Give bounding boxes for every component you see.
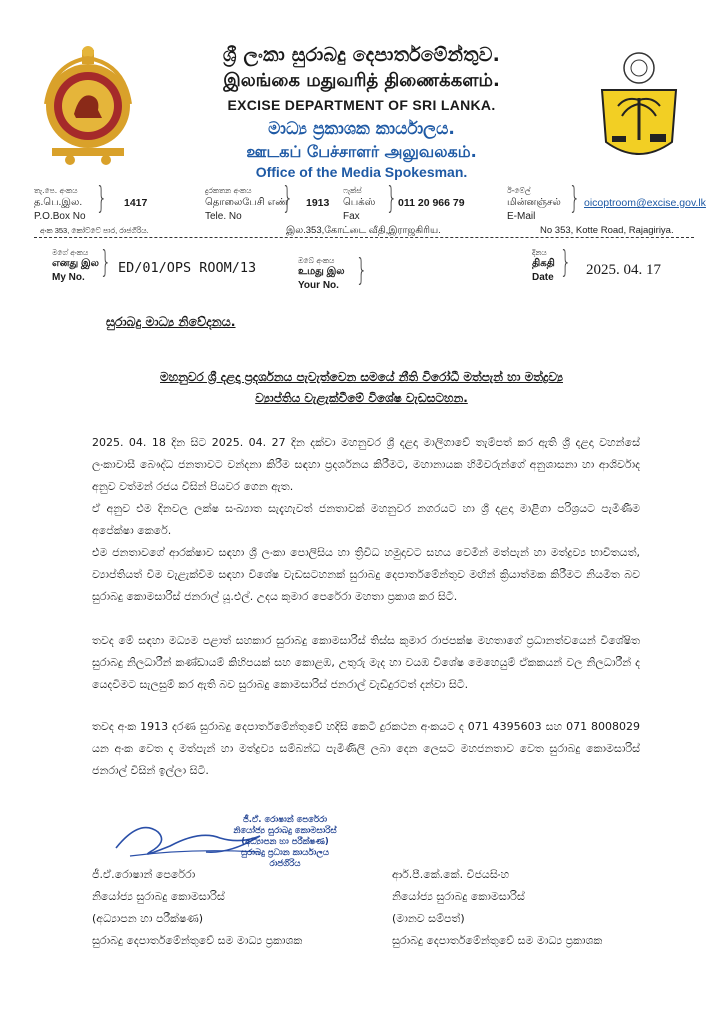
- department-name-sinhala: ශ්‍රී ලංකා සුරාබදු දෙපාර්තමේන්තුව.: [222, 44, 501, 66]
- my-no-value: ED/01/OPS ROOM/13: [118, 260, 257, 276]
- brace: }: [385, 181, 398, 216]
- release-title-line1: මහනුවර ශ්‍රී දළදා ප්‍රදර්ශනය පැවැත්වෙන සමයේ නීති විරෝධී මත්පැන් හා මත්ද්‍රව්‍ය: [160, 370, 563, 384]
- tel-value: 1913: [306, 197, 330, 209]
- brace: }: [559, 245, 572, 280]
- signatory-division: (මානව සම්පත්): [392, 912, 465, 925]
- stamp-line: සුරාබදු ප්‍රධාන කාර්යාලය: [241, 848, 329, 858]
- department-name-tamil: இலங்கை மதுவரித் திணைக்களம்.: [223, 70, 500, 91]
- paragraph-4: තවද මේ සඳහා මධ්‍යම පළාත් සහකාර සුරාබදු කොමසාරිස් තිස්ස කුමාර රාජපක්ෂ මහතාගේ ප්‍රධානත්වයෙන් විශේෂිත සුරාබදු නිලධාරීන් කණ්ඩායම් කිහිපයක් සහ කොළඹ, උතුරු මැද හා වයඹ විශේෂ මෙහෙයුම් ඒකකයන් වල නිලධාරීන් ද යෙදවීමට සැලසුම් කර ඇති බව සුරාබදු කොමසාරිස් ජනරාල් වැඩිදුරටත් දන්වා සිටී.: [92, 634, 640, 691]
- paragraph-3: එම ජනතාවගේ ආරක්ෂාව සඳහා ශ්‍රී ලංකා පොලිසිය හා ත්‍රිවිධ හමුදාවට සහය වෙමින් මත්පැන් හා මත්ද්‍රව්‍ය භාවිතයත්, ව්‍යාප්තියත් වීම වැළැක්වීම සඳහා විශේෂ වැඩසටහනක් සුරාබදු දෙපාර්තමේන්තුව මඟින් ක්‍රියාත්මක කිරීමට නියමිත බව සුරාබදු කොමසාරිස් ජනරාල් යූ.එල්. උදය කුමාර පෙරේරා මහතා ප්‍රකාශ කර සිටී.: [92, 546, 640, 603]
- address-english: No 353, Kotte Road, Rajagiriya.: [540, 225, 674, 236]
- stamp-line: රාජගිරිය: [269, 859, 301, 869]
- email-label-si: ඊ-මේල්: [507, 186, 531, 195]
- signatory-role: සුරාබදු දෙපාර්තමේන්තුවේ සම මාධ්‍ය ප්‍රකාශක: [392, 934, 603, 947]
- office-name-english: Office of the Media Spokesman.: [255, 164, 468, 180]
- tel-label-en: Tele. No: [205, 211, 242, 222]
- office-name-tamil: ஊடகப் பேச்சாளர் அலுவலகம்.: [246, 142, 477, 161]
- tel-label-ta: தொலைபேசி எண்: [205, 197, 288, 208]
- fax-label-ta: பெக்ஸ்: [343, 197, 376, 208]
- signatory-block-2: [392, 864, 602, 952]
- department-name-english: EXCISE DEPARTMENT OF SRI LANKA.: [227, 97, 496, 113]
- stamp-line: නියෝජ්‍ය සුරාබදු කොමසාරිස්: [233, 826, 337, 836]
- brace: }: [355, 253, 368, 288]
- paragraph-1: 2025. 04. 18 දින සිට 2025. 04. 27 දින දක්වා මහනුවර ශ්‍රී දළදා මාලිගාවේ තැම්පත් කර ඇති ශ්‍රී දළදා වහන්සේ ලංකාවාසී බෞද්ධ ජනතාවට වන්දනා කිරීම සඳහා ප්‍රදර්ශනය කිරීමට, මහානායක හිමිවරුන්ගේ අනුශාසනා හා ආශිර්වාද අනුව වත්මන් රජය විසින් පියවර ගෙන ඇත.: [92, 436, 640, 493]
- your-no-label-en: Your No.: [298, 280, 339, 291]
- signatory-name: ආර්.පී.කේ.කේ. විජයසිංහ: [392, 868, 510, 881]
- stamp-line: ජී.ඒ. රොෂාන් පෙරේරා: [242, 815, 328, 825]
- divider: [34, 237, 694, 238]
- fax-label-en: Fax: [343, 211, 360, 222]
- signatory-role: සුරාබදු දෙපාර්තමේන්තුවේ සම මාධ්‍ය ප්‍රකාශක: [92, 934, 303, 947]
- signatory-name: ජී.ඒ.රොෂාන් පෙරේරා: [92, 868, 196, 881]
- office-name-sinhala: මාධ්‍ය ප්‍රකාශක කාර්යාලය.: [268, 119, 455, 139]
- date-label-si: දිනය: [532, 248, 547, 257]
- pobox-label-si: තැ.පෙ. අංකය: [34, 186, 78, 195]
- signatory-title: නියෝජ්‍ය සුරාබදු කොමසාරිස්: [92, 890, 225, 903]
- your-no-label-si: ඔබේ අංකය: [298, 256, 335, 265]
- your-no-label-ta: உமது இல: [298, 266, 345, 277]
- brace: }: [95, 181, 108, 216]
- paragraph-5: තවද අංක 1913 දරණ සුරාබදු දෙපාර්තමේන්තුවේ හදිසි කෙටි දුරකථන අංකයට ද 071 4395603 සහ 071 8008029 යන අංක වෙත ද මත්පැන් හා මත්ද්‍රව්‍ය සම්බන්ධ පැමිණිලි ලබා දෙන ලෙසට මහජනතාව වෙත සුරාබදු කොමසාරිස් ජනරාල් විසින් ඉල්ලා සිටී.: [92, 720, 640, 777]
- official-stamp: [230, 815, 340, 870]
- email-link[interactable]: oicoptroom@excise.gov.lk: [584, 197, 706, 209]
- address-tamil: இல.353,கோட்டை வீதி,இராஜகிரிய.: [286, 225, 441, 236]
- email-label-ta: மின்னஞ்சல்: [507, 197, 561, 208]
- signatory-division: (අධ්‍යාපන හා පරීක්ෂණ): [92, 912, 204, 925]
- my-no-label-en: My No.: [52, 272, 85, 283]
- paragraph-2: ඒ අනුව එම දිනවල ලක්ෂ සංඛ්‍යාත සැදැහැවත් ජනතාවක් මහනුවර නගරයට හා ශ්‍රී දළදා මාළිගා පරිශ්‍රයට පැමිණීම අපේක්ෂා කෙරේ.: [92, 502, 640, 537]
- date-value: 2025. 04. 17: [586, 262, 661, 278]
- tel-label-si: දුරකතන අංකය: [205, 186, 252, 195]
- address-sinhala: අංක 353, කෝට්ටේ පාර, රාජගිරිය.: [40, 226, 149, 235]
- date-label-en: Date: [532, 272, 554, 283]
- brace: }: [99, 245, 112, 280]
- fax-value: 011 20 966 79: [398, 197, 465, 209]
- brace: }: [281, 181, 294, 216]
- pobox-label-ta: த.பெ.இல.: [34, 197, 83, 208]
- pobox-label-en: P.O.Box No: [34, 211, 86, 222]
- date-label-ta: திகதி: [532, 258, 555, 269]
- stamp-line: (අධ්‍යාපන හා පරීක්ෂණ): [241, 837, 329, 847]
- signatory-block-1: [92, 864, 302, 952]
- subject-line: සුරාබදු මාධ්‍ය නිවේදනය.: [106, 314, 236, 329]
- my-no-label-si: මගේ අංකය: [52, 248, 89, 257]
- my-no-label-ta: எனது இல: [52, 258, 99, 269]
- pobox-value: 1417: [124, 197, 148, 209]
- release-title-line2: ව්‍යාප්තිය වැළැක්වීමේ විශේෂ වැඩසටහන.: [255, 391, 468, 405]
- brace: }: [568, 181, 581, 216]
- email-label-en: E-Mail: [507, 211, 536, 222]
- fax-label-si: ෆැක්ස්: [343, 186, 362, 195]
- signatory-title: නියෝජ්‍ය සුරාබදු කොමසාරිස්: [392, 890, 525, 903]
